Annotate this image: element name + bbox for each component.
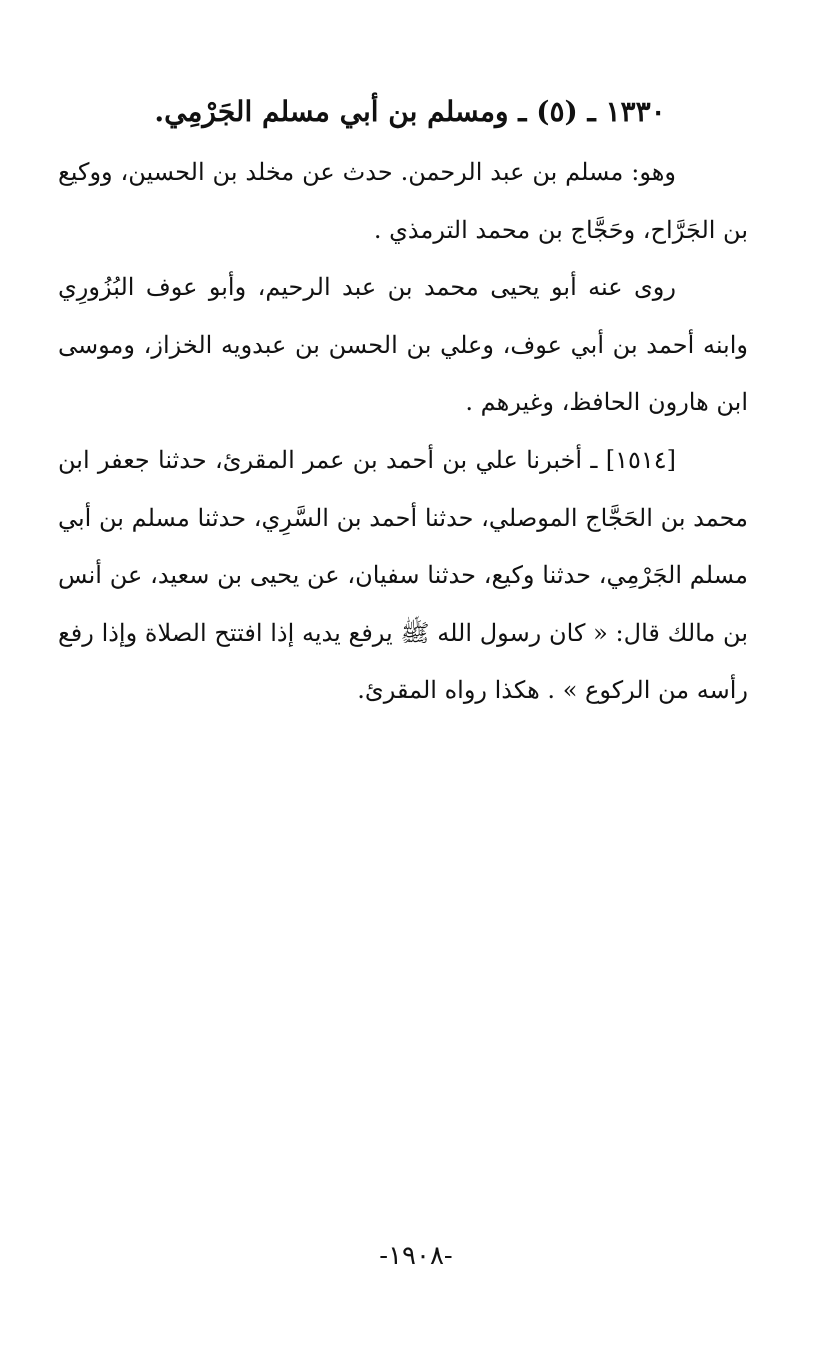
biography-paragraph	[58, 144, 748, 259]
hadith-paragraph	[58, 432, 748, 720]
page-number: -١٩٠٨-	[379, 1241, 453, 1271]
hadith-text: [١٥١٤] ـ أخبرنا علي بن أحمد بن عمر المقرئ، حدثنا جعفر ابن محمد بن الحَجَّاج الموصلي، حدثنا أحمد بن السَّرِي، حدثنا مسلم بن أبي مسلم الجَرْمِي، حدثنا وكيع، حدثنا سفيان، عن يحيى بن سعيد، عن أنس بن مالك قال: « كان رسول الله ﷺ يرفع يديه إذا افتتح الصلاة وإذا رفع رأسه من الركوع » . هكذا رواه المقرئ.	[58, 446, 748, 704]
entry-heading: ١٣٣٠ ـ (٥) ـ ومسلم بن أبي مسلم الجَرْمِي.	[154, 95, 666, 128]
narrators-text: روى عنه أبو يحيى محمد بن عبد الرحيم، وأبو عوف البُزُورِي وابنه أحمد بن أبي عوف، وعلي بن الحسن بن عبدويه الخزاز، وموسى ابن هارون الحافظ، وغيرهم .	[58, 273, 748, 416]
biography-text: وهو: مسلم بن عبد الرحمن. حدث عن مخلد بن الحسين، ووكيع بن الجَرَّاح، وحَجَّاج بن محمد الترمذي .	[58, 158, 748, 244]
narrators-paragraph	[58, 259, 748, 432]
